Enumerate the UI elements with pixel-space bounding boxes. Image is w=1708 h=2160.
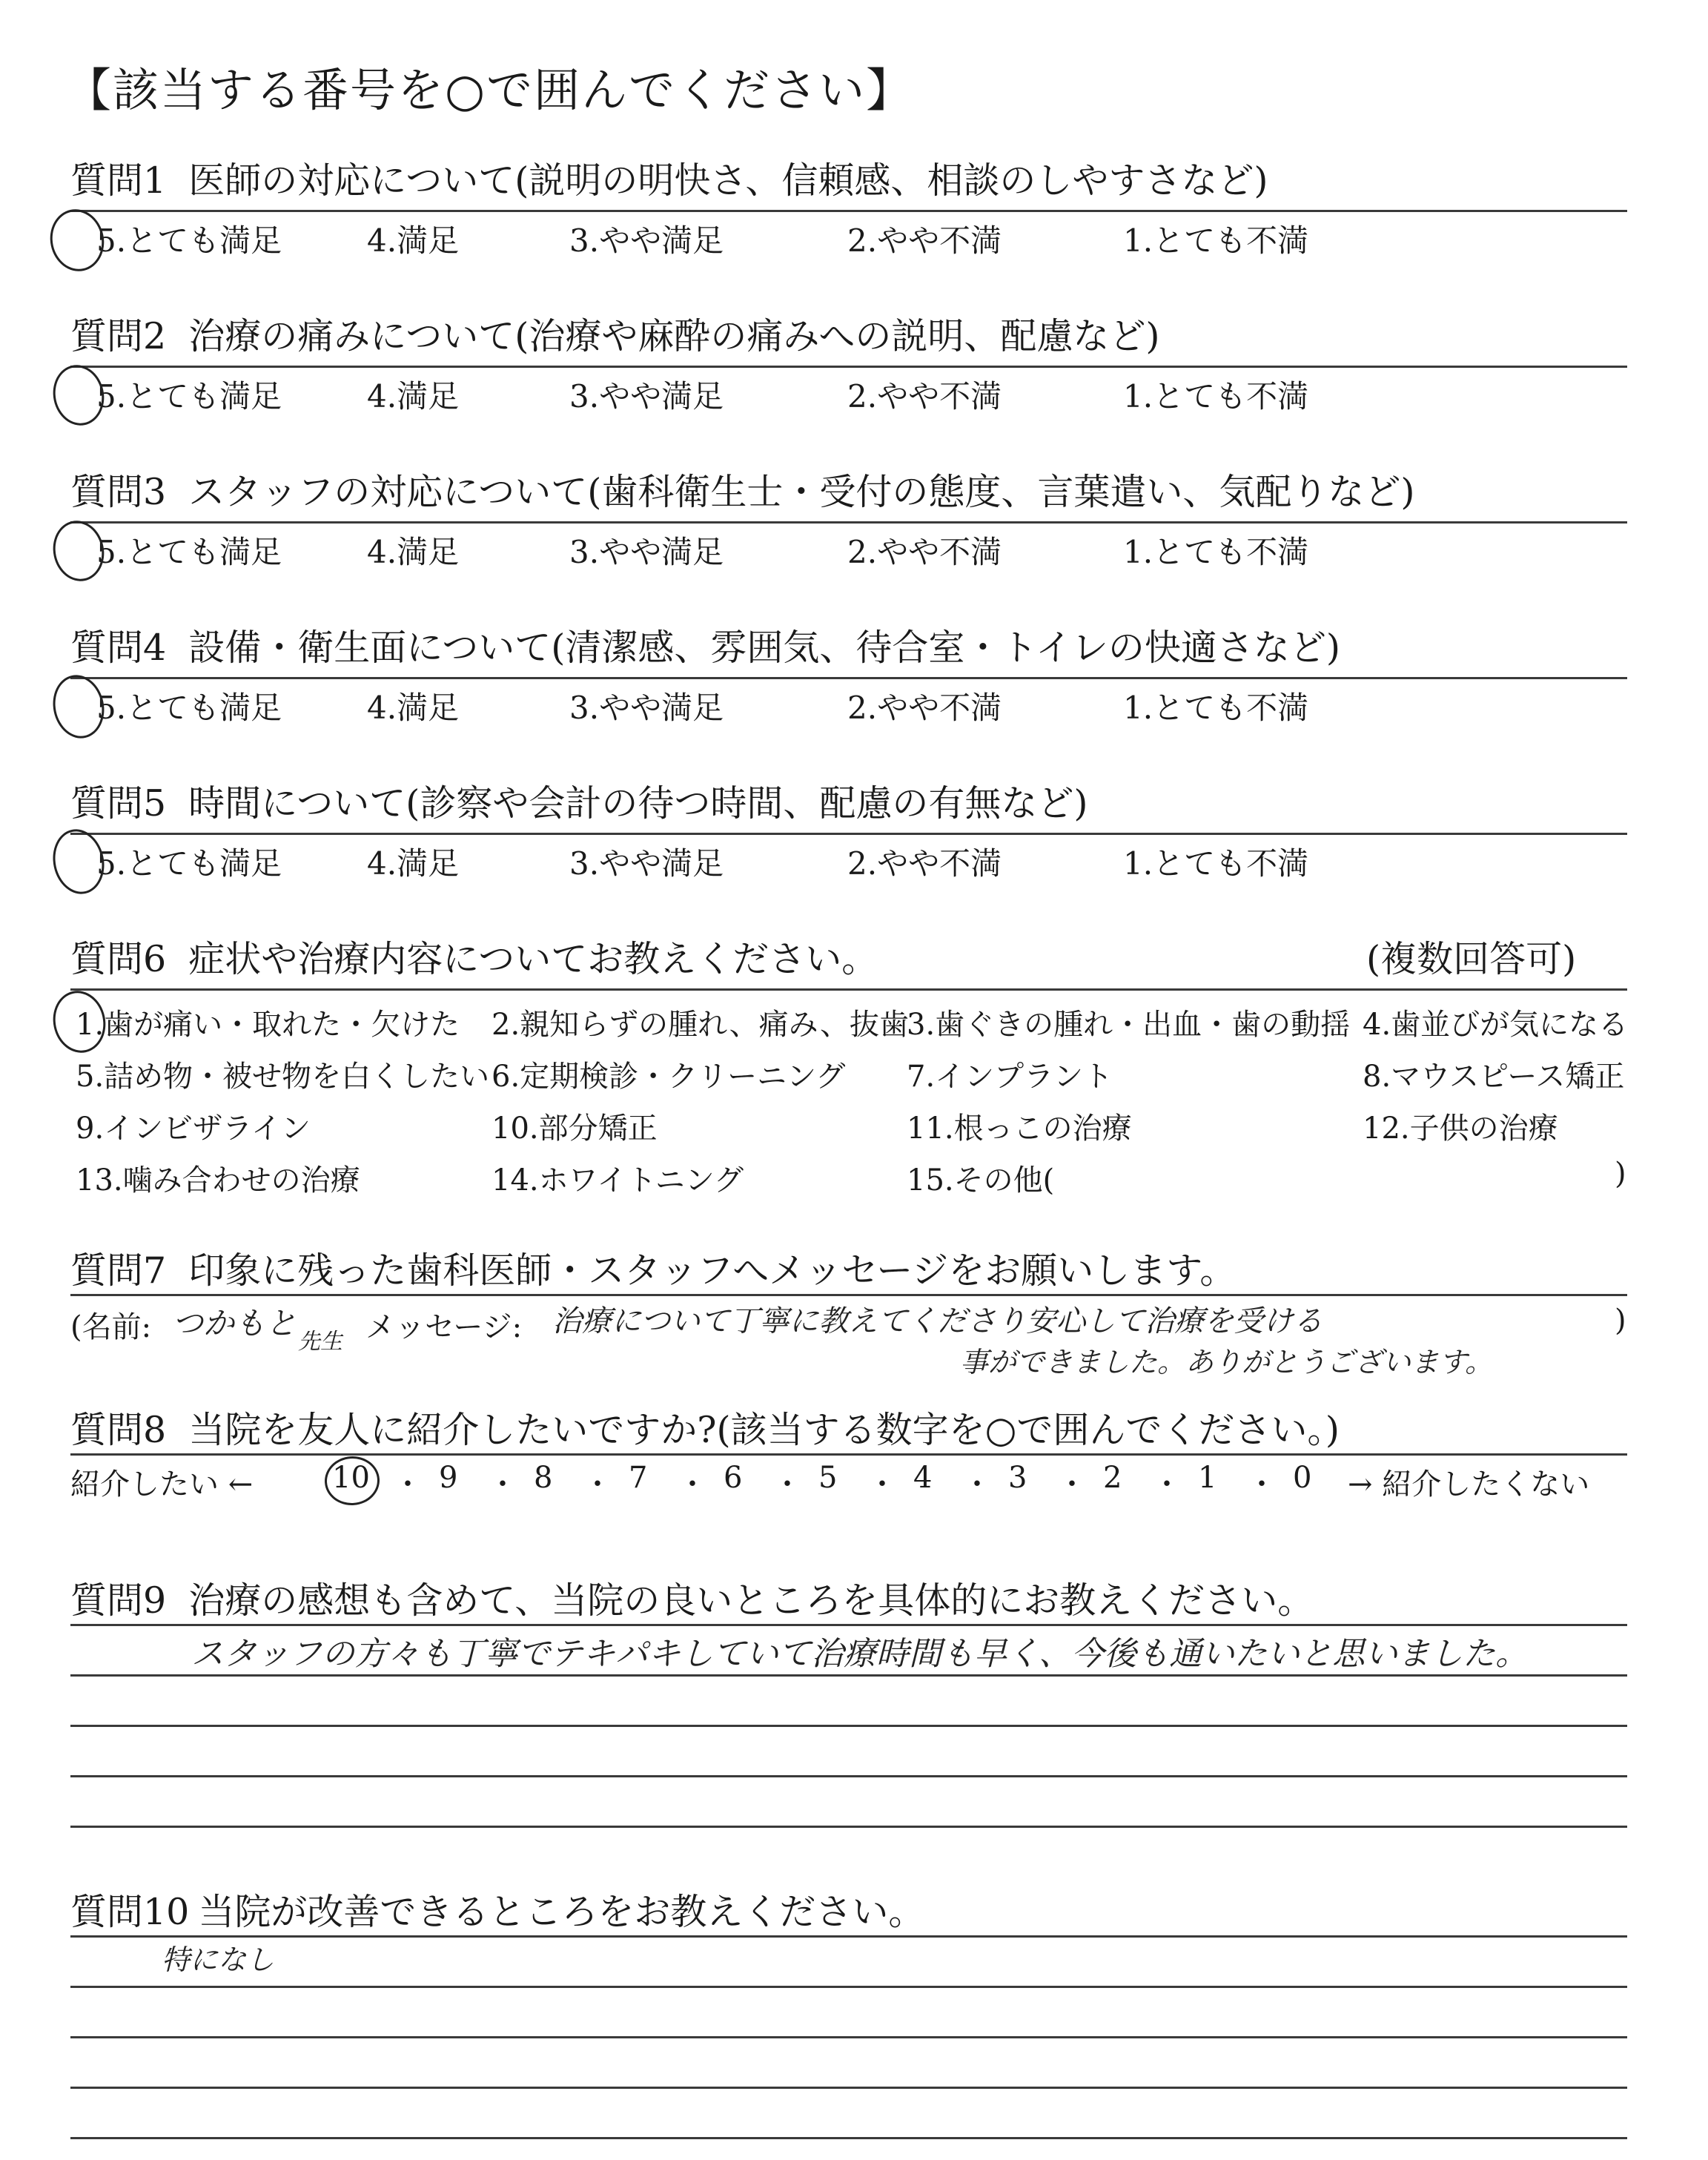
q5-option-2[interactable]: 2.やや不満 bbox=[847, 845, 1002, 882]
q8-right-label: → 紹介したくない bbox=[1348, 1467, 1590, 1502]
question-8-rule bbox=[70, 1453, 1627, 1456]
q3-option-2[interactable]: 2.やや不満 bbox=[847, 534, 1002, 570]
question-4-text: 設備・衛生面について(清潔感、雰囲気、待合室・トイレの快適さなど) bbox=[188, 627, 1340, 669]
question-10-number: 質問10 bbox=[70, 1891, 190, 1933]
question-9-text: 治療の感想も含めて、当院の良いところを具体的にお教えください。 bbox=[188, 1579, 1314, 1622]
q1-option-2[interactable]: 2.やや不満 bbox=[847, 222, 1002, 259]
q9-rule-4 bbox=[70, 1775, 1627, 1777]
question-3-number: 質問3 bbox=[70, 471, 167, 513]
q8-option-2[interactable]: 2 bbox=[1103, 1461, 1122, 1495]
q7-name-handwriting[interactable]: つかもと bbox=[172, 1305, 297, 1341]
q6-option-15-close: ) bbox=[1615, 1157, 1626, 1191]
q8-option-6[interactable]: 6 bbox=[724, 1461, 743, 1495]
q3-option-5[interactable]: 5.とても満足 bbox=[96, 534, 282, 570]
question-3-text: スタッフの対応について(歯科衛生士・受付の態度、言葉遣い、気配りなど) bbox=[188, 471, 1415, 513]
q5-option-5[interactable]: 5.とても満足 bbox=[96, 845, 282, 882]
question-6-title bbox=[70, 931, 878, 982]
question-5-number: 質問5 bbox=[70, 782, 167, 825]
q8-dot-separator: ・ bbox=[583, 1467, 612, 1502]
q6-option-2[interactable]: 2.親知らずの腫れ、痛み、抜歯 bbox=[491, 1008, 909, 1042]
q10-answer-handwriting[interactable]: 特になし bbox=[162, 1943, 275, 1976]
q6-option-7[interactable]: 7.インプラント bbox=[907, 1060, 1113, 1094]
q8-dot-separator: ・ bbox=[772, 1467, 802, 1502]
q2-option-2[interactable]: 2.やや不満 bbox=[847, 378, 1002, 415]
q9-answer-handwriting[interactable]: スタッフの方々も丁寧でテキパキしていて治療時間も早く、今後も通いたいと思いました。 bbox=[191, 1635, 1529, 1673]
q6-option-11[interactable]: 11.根っこの治療 bbox=[907, 1112, 1132, 1146]
question-7-rule bbox=[70, 1294, 1627, 1296]
q6-option-14[interactable]: 14.ホワイトニング bbox=[491, 1163, 744, 1198]
q4-selection-circle bbox=[47, 670, 110, 743]
q8-dot-separator: ・ bbox=[678, 1467, 707, 1502]
question-3-rule bbox=[70, 521, 1627, 524]
q2-option-3[interactable]: 3.やや満足 bbox=[569, 378, 724, 415]
question-1-number: 質問1 bbox=[70, 159, 167, 202]
q10-rule-3 bbox=[70, 2036, 1627, 2038]
q4-option-3[interactable]: 3.やや満足 bbox=[569, 690, 724, 726]
q6-option-5[interactable]: 5.詰め物・被せ物を白くしたい bbox=[76, 1060, 490, 1094]
q7-message-handwriting-line2[interactable]: 事ができました。ありがとうございます。 bbox=[960, 1346, 1493, 1378]
q8-dot-separator: ・ bbox=[488, 1467, 517, 1502]
q1-option-5[interactable]: 5.とても満足 bbox=[96, 222, 282, 259]
q3-selection-circle bbox=[47, 516, 110, 586]
question-7-text: 印象に残った歯科医師・スタッフへメッセージをお願いします。 bbox=[188, 1249, 1237, 1292]
q9-rule-3 bbox=[70, 1725, 1627, 1727]
q4-option-4[interactable]: 4.満足 bbox=[367, 690, 460, 726]
q8-option-10[interactable]: 10 bbox=[332, 1461, 370, 1495]
q7-name-suffix-handwriting: 先生 bbox=[298, 1329, 342, 1355]
q2-option-4[interactable]: 4.満足 bbox=[367, 378, 460, 415]
question-5-text: 時間について(診察や会計の待つ時間、配慮の有無など) bbox=[188, 782, 1088, 825]
q4-option-5[interactable]: 5.とても満足 bbox=[96, 690, 282, 726]
q10-rule-1 bbox=[70, 1935, 1627, 1938]
q8-dot-separator: ・ bbox=[1247, 1467, 1277, 1502]
question-8-title bbox=[70, 1401, 1340, 1453]
q8-dot-separator: ・ bbox=[1152, 1467, 1182, 1502]
q8-option-8[interactable]: 8 bbox=[534, 1461, 553, 1495]
q7-message-label: メッセージ: bbox=[365, 1310, 523, 1344]
question-10-text: 当院が改善できるところをお教えください。 bbox=[198, 1891, 925, 1933]
q6-option-3[interactable]: 3.歯ぐきの腫れ・出血・歯の動揺 bbox=[907, 1008, 1351, 1042]
q8-option-5[interactable]: 5 bbox=[818, 1461, 838, 1495]
question-7-title bbox=[70, 1242, 1236, 1294]
q6-selection-circle bbox=[47, 986, 111, 1058]
question-1-text: 医師の対応について(説明の明快さ、信頼感、相談のしやすさなど) bbox=[188, 159, 1268, 202]
q6-option-10[interactable]: 10.部分矯正 bbox=[491, 1112, 658, 1146]
q5-option-1[interactable]: 1.とても不満 bbox=[1123, 845, 1309, 882]
q10-rule-2 bbox=[70, 1986, 1627, 1988]
q1-option-4[interactable]: 4.満足 bbox=[367, 222, 460, 259]
q8-option-1[interactable]: 1 bbox=[1198, 1461, 1217, 1495]
question-6-number: 質問6 bbox=[70, 938, 167, 980]
q6-option-8[interactable]: 8.マウスピース矯正 bbox=[1363, 1060, 1625, 1094]
q6-option-4[interactable]: 4.歯並びが気になる bbox=[1363, 1008, 1629, 1042]
page-title: 【該当する番号を○で囲んでください】 bbox=[65, 63, 914, 117]
q3-option-4[interactable]: 4.満足 bbox=[367, 534, 460, 570]
question-2-rule bbox=[70, 366, 1627, 368]
question-1-rule bbox=[70, 210, 1627, 212]
q8-option-0[interactable]: 0 bbox=[1293, 1461, 1312, 1495]
question-8-text: 当院を友人に紹介したいですか?(該当する数字を○で囲んでください。) bbox=[188, 1409, 1340, 1451]
q4-option-2[interactable]: 2.やや不満 bbox=[847, 690, 1002, 726]
q6-option-13[interactable]: 13.噛み合わせの治療 bbox=[76, 1163, 360, 1198]
q9-rule-2 bbox=[70, 1674, 1627, 1677]
question-2-number: 質問2 bbox=[70, 315, 167, 357]
q8-option-3[interactable]: 3 bbox=[1008, 1461, 1027, 1495]
q3-option-1[interactable]: 1.とても不満 bbox=[1123, 534, 1309, 570]
question-6-rule bbox=[70, 988, 1627, 991]
q1-selection-circle bbox=[44, 204, 110, 276]
question-10-title bbox=[70, 1883, 924, 1935]
q8-left-label: 紹介したい ← bbox=[70, 1467, 254, 1502]
q8-dot-separator: ・ bbox=[962, 1467, 992, 1502]
q5-selection-circle bbox=[47, 825, 110, 899]
q9-rule-1 bbox=[70, 1624, 1627, 1626]
q6-option-1[interactable]: 1.歯が痛い・取れた・欠けた bbox=[76, 1008, 460, 1042]
q7-message-handwriting-line1[interactable]: 治療について丁寧に教えてくださり安心して治療を受ける bbox=[552, 1304, 1323, 1338]
q6-option-9[interactable]: 9.インビザライン bbox=[76, 1112, 311, 1146]
q1-option-1[interactable]: 1.とても不満 bbox=[1123, 222, 1309, 259]
q6-option-15[interactable]: 15.その他( bbox=[907, 1163, 1055, 1198]
q8-dot-separator: ・ bbox=[1057, 1467, 1087, 1502]
q4-option-1[interactable]: 1.とても不満 bbox=[1123, 690, 1309, 726]
question-6-note: (複数回答可) bbox=[1366, 938, 1577, 980]
question-2-text: 治療の痛みについて(治療や麻酔の痛みへの説明、配慮など) bbox=[188, 315, 1160, 357]
q8-dot-separator: ・ bbox=[867, 1467, 897, 1502]
q10-rule-5 bbox=[70, 2137, 1627, 2139]
question-8-number: 質問8 bbox=[70, 1409, 167, 1451]
question-1-title bbox=[70, 152, 1268, 204]
q5-option-3[interactable]: 3.やや満足 bbox=[569, 845, 724, 882]
q8-option-7[interactable]: 7 bbox=[629, 1461, 648, 1495]
q1-option-3[interactable]: 3.やや満足 bbox=[569, 222, 724, 259]
question-5-title bbox=[70, 775, 1088, 827]
q8-option-9[interactable]: 9 bbox=[439, 1461, 458, 1495]
q5-option-4[interactable]: 4.満足 bbox=[367, 845, 460, 882]
question-4-number: 質問4 bbox=[70, 627, 167, 669]
question-2-title bbox=[70, 308, 1159, 360]
question-6-text: 症状や治療内容についてお教えください。 bbox=[188, 938, 878, 980]
question-5-rule bbox=[70, 833, 1627, 835]
question-4-title bbox=[70, 619, 1340, 671]
q9-rule-5 bbox=[70, 1826, 1627, 1828]
q8-dot-separator: ・ bbox=[393, 1467, 423, 1502]
q2-option-1[interactable]: 1.とても不満 bbox=[1123, 378, 1309, 415]
q7-close-paren: ) bbox=[1615, 1304, 1626, 1338]
q2-selection-circle bbox=[47, 360, 110, 430]
q2-option-5[interactable]: 5.とても満足 bbox=[96, 378, 282, 415]
question-7-number: 質問7 bbox=[70, 1249, 167, 1292]
question-9-title bbox=[70, 1572, 1314, 1624]
q10-rule-4 bbox=[70, 2087, 1627, 2089]
q7-name-label: (名前: bbox=[70, 1310, 152, 1344]
q3-option-3[interactable]: 3.やや満足 bbox=[569, 534, 724, 570]
question-3-title bbox=[70, 463, 1414, 515]
question-9-number: 質問9 bbox=[70, 1579, 167, 1622]
q6-option-12[interactable]: 12.子供の治療 bbox=[1363, 1112, 1558, 1146]
q6-option-6[interactable]: 6.定期検診・クリーニング bbox=[491, 1060, 846, 1094]
question-4-rule bbox=[70, 677, 1627, 679]
q8-option-4[interactable]: 4 bbox=[913, 1461, 933, 1495]
